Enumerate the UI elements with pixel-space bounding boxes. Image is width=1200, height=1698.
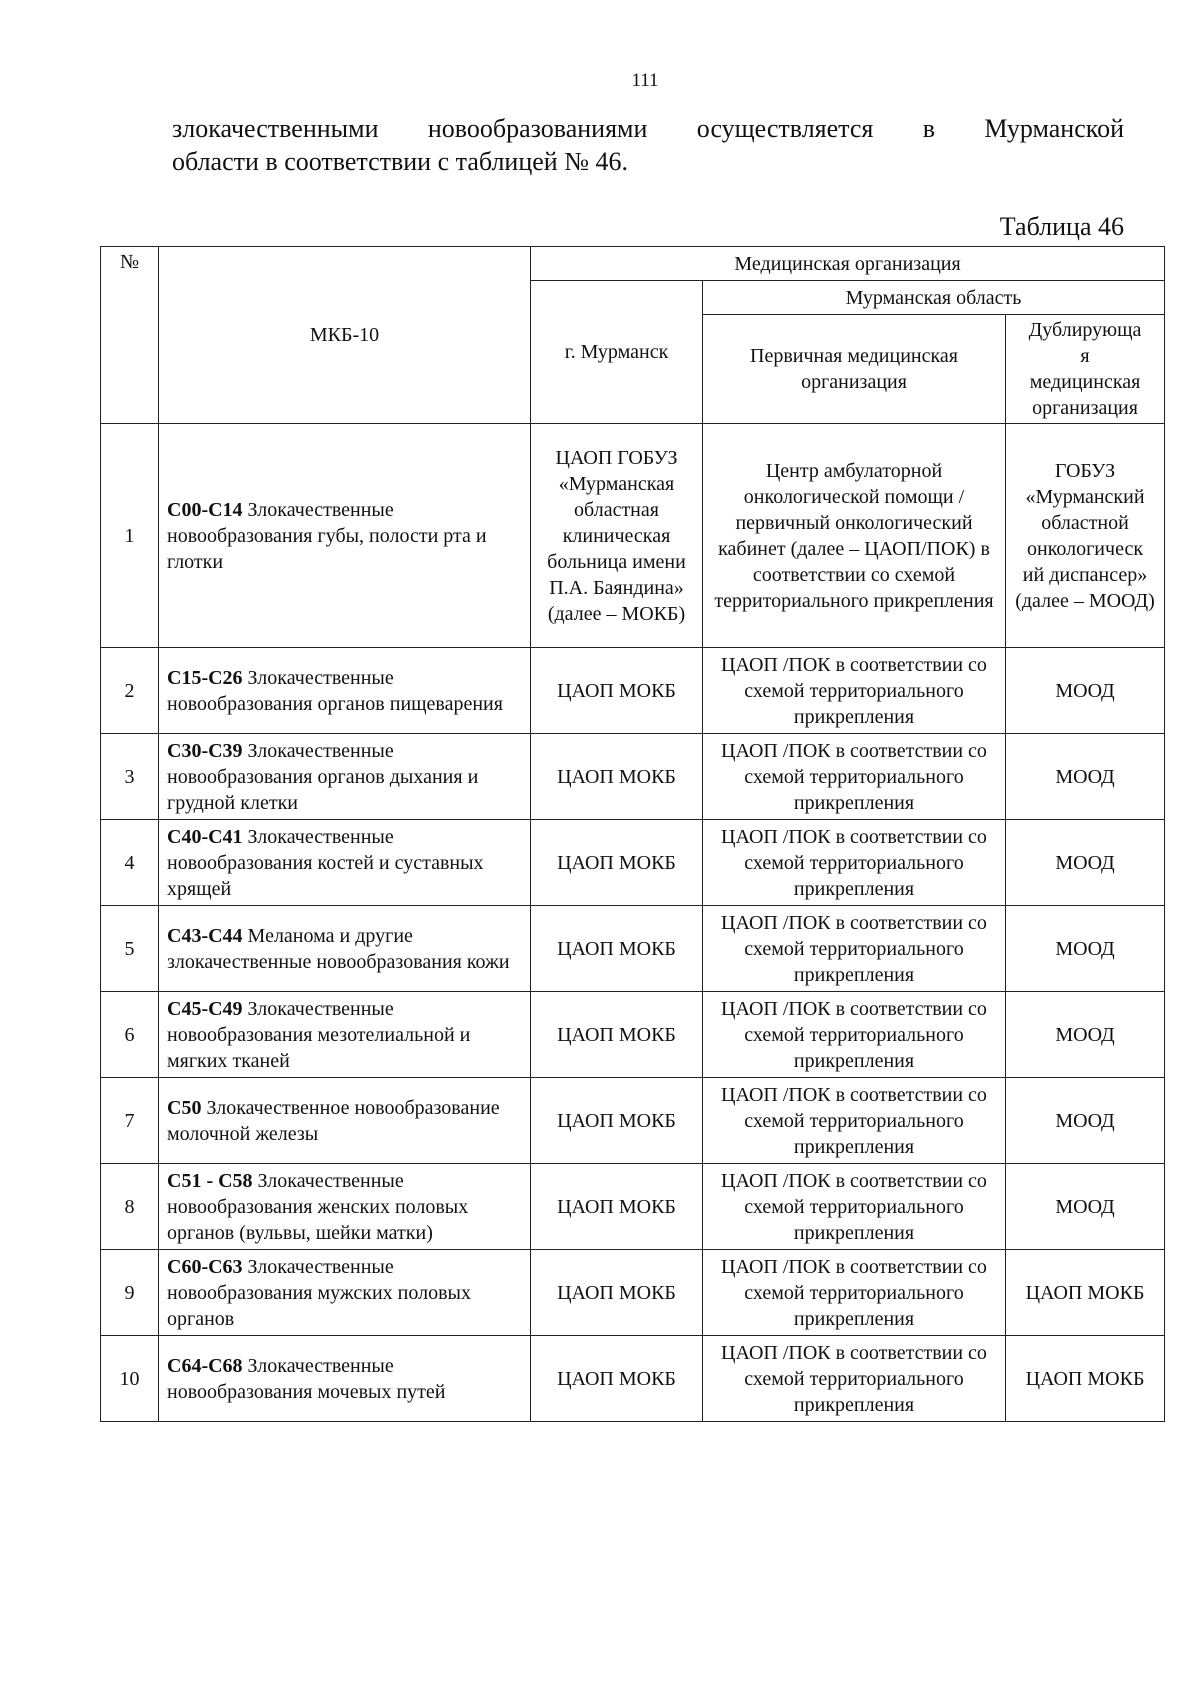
diagnosis-name: Злокачественные новообразования костей и суставных хрящей xyxy=(167,825,484,900)
row-primary-organization: ЦАОП /ПОК в соответствии со схемой территориального прикрепления xyxy=(703,1078,1006,1164)
row-city-organization: ЦАОП МОКБ xyxy=(531,820,703,906)
intro-line-2: области в соответствии с таблицей № 46. xyxy=(172,147,629,176)
diagnosis-name: Злокачественное новообразование молочной железы xyxy=(167,1096,500,1145)
table-row xyxy=(101,1164,1165,1250)
diagnosis-name: Злокачественные новообразования органов пищеварения xyxy=(167,666,503,715)
row-city-organization: ЦАОП МОКБ xyxy=(531,734,703,820)
icd-code: С50 xyxy=(167,1096,202,1119)
row-number: 8 xyxy=(101,1164,159,1250)
row-backup-organization: МООД xyxy=(1006,820,1165,906)
row-city-organization: ЦАОП МОКБ xyxy=(531,1078,703,1164)
row-number: 3 xyxy=(101,734,159,820)
header-medical-organization: Медицинская организация xyxy=(531,247,1165,281)
row-icd-diagnosis xyxy=(159,906,531,992)
row-city-organization: ЦАОП МОКБ xyxy=(531,1336,703,1422)
table-header xyxy=(101,247,1165,424)
row-number: 7 xyxy=(101,1078,159,1164)
icd-code: С45-С49 xyxy=(167,997,243,1020)
row-city-organization: ЦАОП МОКБ xyxy=(531,906,703,992)
row-primary-organization: ЦАОП /ПОК в соответствии со схемой территориального прикрепления xyxy=(703,992,1006,1078)
row-icd-diagnosis xyxy=(159,648,531,734)
table-row xyxy=(101,820,1165,906)
intro-paragraph xyxy=(172,112,1124,178)
row-number: 1 xyxy=(101,424,159,648)
row-icd-diagnosis xyxy=(159,1336,531,1422)
row-city-organization: ЦАОП МОКБ xyxy=(531,1250,703,1336)
row-icd-diagnosis xyxy=(159,1164,531,1250)
icd-code: С00-С14 xyxy=(167,498,243,521)
diagnosis-name: Злокачественные новообразования мочевых путей xyxy=(167,1354,446,1403)
icd-code: С43-С44 xyxy=(167,924,243,947)
page-number: 111 xyxy=(631,70,659,91)
row-number: 6 xyxy=(101,992,159,1078)
table-caption: Таблица 46 xyxy=(999,212,1124,241)
row-primary-organization: ЦАОП /ПОК в соответствии со схемой территориального прикрепления xyxy=(703,820,1006,906)
row-icd-diagnosis xyxy=(159,1078,531,1164)
row-backup-organization: ГОБУЗ «Мурманский областной онкологическ ий диспансер» (далее – МООД) xyxy=(1006,424,1165,648)
header-primary-organization: Первичная медицинская организация xyxy=(703,315,1006,424)
table-row xyxy=(101,992,1165,1078)
row-backup-organization: МООД xyxy=(1006,1164,1165,1250)
table-row xyxy=(101,1078,1165,1164)
table-row xyxy=(101,906,1165,992)
row-primary-organization: ЦАОП /ПОК в соответствии со схемой территориального прикрепления xyxy=(703,1250,1006,1336)
icd-code: С51 - С58 xyxy=(167,1169,253,1192)
intro-line-1: злокачественными новообразованиями осуществляется в Мурманской xyxy=(172,114,1124,143)
row-primary-organization: Центр амбулаторной онкологической помощи /первичный онкологический кабинет (далее – ЦАОП/ПОК) в соответствии со схемой территориального прикрепления xyxy=(703,424,1006,648)
diagnosis-name: Злокачественные новообразования мужских половых органов xyxy=(167,1255,471,1330)
row-icd-diagnosis xyxy=(159,1250,531,1336)
row-backup-organization: ЦАОП МОКБ xyxy=(1006,1250,1165,1336)
header-num: № xyxy=(101,247,159,424)
row-backup-organization: МООД xyxy=(1006,906,1165,992)
row-number: 10 xyxy=(101,1336,159,1422)
row-backup-organization: МООД xyxy=(1006,992,1165,1078)
icd-code: С60-С63 xyxy=(167,1255,243,1278)
header-murmansk-city: г. Мурманск xyxy=(531,281,703,424)
row-number: 5 xyxy=(101,906,159,992)
row-icd-diagnosis xyxy=(159,734,531,820)
row-backup-organization: МООД xyxy=(1006,1078,1165,1164)
row-primary-organization: ЦАОП /ПОК в соответствии со схемой территориального прикрепления xyxy=(703,1336,1006,1422)
row-icd-diagnosis xyxy=(159,424,531,648)
row-city-organization: ЦАОП МОКБ xyxy=(531,992,703,1078)
table-row xyxy=(101,1250,1165,1336)
row-number: 9 xyxy=(101,1250,159,1336)
row-city-organization: ЦАОП МОКБ xyxy=(531,1164,703,1250)
medical-organizations-table xyxy=(100,246,1165,1422)
row-primary-organization: ЦАОП /ПОК в соответствии со схемой территориального прикрепления xyxy=(703,734,1006,820)
row-icd-diagnosis xyxy=(159,820,531,906)
header-backup-organization: Дублирующа я медицинская организация xyxy=(1006,315,1165,424)
diagnosis-name: Злокачественные новообразования губы, полости рта и глотки xyxy=(167,498,487,573)
diagnosis-name: Злокачественные новообразования мезотелиальной и мягких тканей xyxy=(167,997,471,1072)
header-murmansk-region: Мурманская область xyxy=(703,281,1165,315)
row-city-organization: ЦАОП МОКБ xyxy=(531,648,703,734)
row-number: 4 xyxy=(101,820,159,906)
row-primary-organization: ЦАОП /ПОК в соответствии со схемой территориального прикрепления xyxy=(703,906,1006,992)
icd-code: С30-С39 xyxy=(167,739,243,762)
icd-code: С15-С26 xyxy=(167,666,243,689)
row-backup-organization: МООД xyxy=(1006,648,1165,734)
diagnosis-name: Злокачественные новообразования женских половых органов (вульвы, шейки матки) xyxy=(167,1169,469,1244)
row-city-organization: ЦАОП ГОБУЗ «Мурманская областная клиническая больница имени П.А. Баяндина» (далее – МОКБ) xyxy=(531,424,703,648)
icd-code: С40-С41 xyxy=(167,825,243,848)
row-primary-organization: ЦАОП /ПОК в соответствии со схемой территориального прикрепления xyxy=(703,648,1006,734)
row-backup-organization: ЦАОП МОКБ xyxy=(1006,1336,1165,1422)
diagnosis-name: Меланома и другие злокачественные новообразования кожи xyxy=(167,924,510,973)
row-icd-diagnosis xyxy=(159,992,531,1078)
header-icd: МКБ-10 xyxy=(159,247,531,424)
table-row xyxy=(101,1336,1165,1422)
row-number: 2 xyxy=(101,648,159,734)
table-row xyxy=(101,424,1165,648)
diagnosis-name: Злокачественные новообразования органов дыхания и грудной клетки xyxy=(167,739,479,814)
icd-code: С64-С68 xyxy=(167,1354,243,1377)
row-backup-organization: МООД xyxy=(1006,734,1165,820)
table-row xyxy=(101,734,1165,820)
row-primary-organization: ЦАОП /ПОК в соответствии со схемой территориального прикрепления xyxy=(703,1164,1006,1250)
table-row xyxy=(101,648,1165,734)
table-body xyxy=(101,424,1165,1422)
